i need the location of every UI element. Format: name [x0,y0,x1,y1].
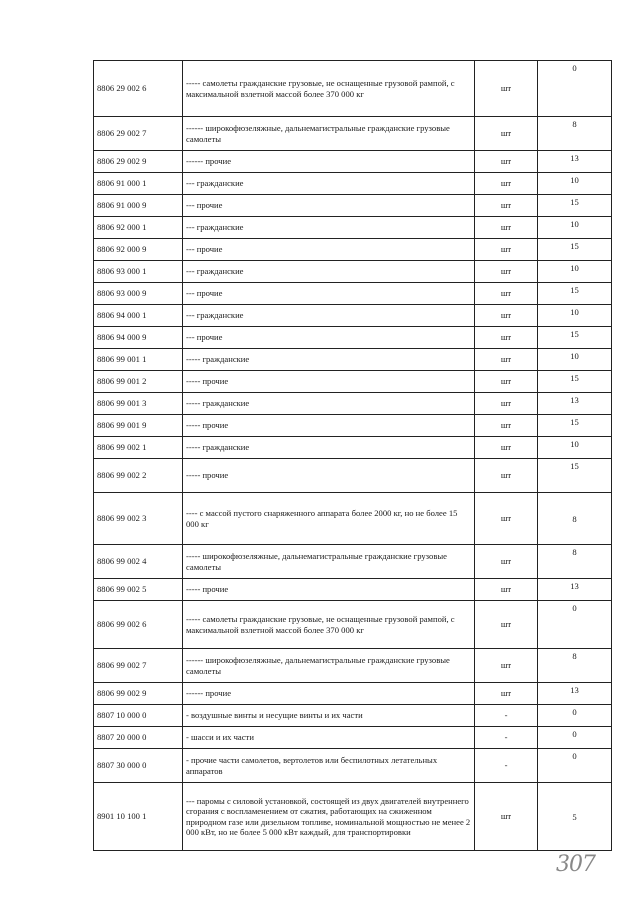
description-cell: ----- гражданские [183,437,475,459]
unit-cell: - [475,727,538,749]
rate-cell: 15 [538,327,612,349]
code-cell: 8806 93 000 9 [94,283,183,305]
description-cell: ------ широкофюзеляжные, дальнемагистральные гражданские грузовые самолеты [183,117,475,151]
table-row [94,305,612,327]
table-row [94,749,612,783]
rate-cell: 8 [538,493,612,545]
table-row [94,117,612,151]
table-row [94,437,612,459]
code-cell: 8806 29 002 9 [94,151,183,173]
rate-cell: 15 [538,195,612,217]
description-cell: ----- гражданские [183,393,475,415]
code-cell: 8806 91 000 1 [94,173,183,195]
unit-cell: шт [475,493,538,545]
rate-cell: 10 [538,173,612,195]
page-number: 307 [556,852,595,877]
code-cell: 8806 99 001 2 [94,371,183,393]
table-row [94,173,612,195]
code-cell: 8806 91 000 9 [94,195,183,217]
unit-cell: шт [475,283,538,305]
rate-cell: 13 [538,683,612,705]
table-row [94,705,612,727]
table-row [94,349,612,371]
unit-cell: шт [475,371,538,393]
unit-cell: шт [475,117,538,151]
description-cell: ----- самолеты гражданские грузовые, не оснащенные грузовой рампой, с максимальной взлетной массой более 370 000 кг [183,61,475,117]
unit-cell: шт [475,151,538,173]
code-cell: 8806 99 001 1 [94,349,183,371]
code-cell: 8806 94 000 1 [94,305,183,327]
description-cell: --- гражданские [183,261,475,283]
description-cell: --- прочие [183,327,475,349]
description-cell: --- гражданские [183,217,475,239]
code-cell: 8806 94 000 9 [94,327,183,349]
rate-cell: 15 [538,415,612,437]
rate-cell: 10 [538,261,612,283]
rate-cell: 13 [538,579,612,601]
code-cell: 8807 30 000 0 [94,749,183,783]
description-cell: - воздушные винты и несущие винты и их части [183,705,475,727]
description-cell: ----- прочие [183,459,475,493]
description-cell: - прочие части самолетов, вертолетов или беспилотных летательных аппаратов [183,749,475,783]
unit-cell: шт [475,195,538,217]
code-cell: 8806 29 002 7 [94,117,183,151]
unit-cell: шт [475,437,538,459]
code-cell: 8806 99 002 3 [94,493,183,545]
rate-cell: 10 [538,217,612,239]
rate-cell: 8 [538,649,612,683]
description-cell: --- прочие [183,283,475,305]
table-row [94,393,612,415]
code-cell: 8807 10 000 0 [94,705,183,727]
unit-cell: шт [475,579,538,601]
table-row [94,327,612,349]
description-cell: ------ прочие [183,683,475,705]
rate-cell: 10 [538,349,612,371]
table-row [94,261,612,283]
unit-cell: шт [475,305,538,327]
description-cell: ----- самолеты гражданские грузовые, не оснащенные грузовой рампой, с максимальной взлетной массой более 370 000 кг [183,601,475,649]
rate-cell: 0 [538,749,612,783]
unit-cell: шт [475,239,538,261]
rate-cell: 10 [538,437,612,459]
unit-cell: шт [475,327,538,349]
unit-cell: шт [475,459,538,493]
code-cell: 8806 99 001 9 [94,415,183,437]
description-cell: ----- прочие [183,415,475,437]
tariff-table [93,60,612,851]
code-cell: 8806 99 001 3 [94,393,183,415]
code-cell: 8806 99 002 1 [94,437,183,459]
code-cell: 8806 99 002 7 [94,649,183,683]
code-cell: 8806 99 002 9 [94,683,183,705]
description-cell: --- паромы с силовой установкой, состоящей из двух двигателей внутреннего сгорания с воспламенением от сжатия, работающих на сжиженном природном газе или дизельном топливе, номинальной мощностью не менее 2 000 кВт, но не более 5 000 кВт каждый, для транспортировки [183,783,475,851]
table-row [94,283,612,305]
code-cell: 8807 20 000 0 [94,727,183,749]
unit-cell: шт [475,783,538,851]
table-row [94,545,612,579]
unit-cell: шт [475,649,538,683]
code-cell: 8901 10 100 1 [94,783,183,851]
description-cell: --- прочие [183,195,475,217]
table-row [94,151,612,173]
rate-cell: 5 [538,783,612,851]
table-row [94,683,612,705]
description-cell: --- гражданские [183,173,475,195]
unit-cell: - [475,705,538,727]
unit-cell: шт [475,349,538,371]
rate-cell: 10 [538,305,612,327]
rate-cell: 0 [538,601,612,649]
unit-cell: шт [475,61,538,117]
table-row [94,579,612,601]
description-cell: ------ широкофюзеляжные, дальнемагистральные гражданские грузовые самолеты [183,649,475,683]
table-row [94,459,612,493]
description-cell: ----- гражданские [183,349,475,371]
rate-cell: 15 [538,371,612,393]
rate-cell: 15 [538,283,612,305]
table-row [94,783,612,851]
unit-cell: шт [475,173,538,195]
code-cell: 8806 93 000 1 [94,261,183,283]
unit-cell: шт [475,545,538,579]
code-cell: 8806 99 002 2 [94,459,183,493]
table-row [94,371,612,393]
rate-cell: 15 [538,239,612,261]
description-cell: ----- прочие [183,371,475,393]
rate-cell: 8 [538,117,612,151]
table-row [94,493,612,545]
rate-cell: 0 [538,705,612,727]
code-cell: 8806 92 000 9 [94,239,183,261]
code-cell: 8806 99 002 6 [94,601,183,649]
rate-cell: 0 [538,727,612,749]
unit-cell: шт [475,683,538,705]
table-row [94,61,612,117]
description-cell: ------ прочие [183,151,475,173]
unit-cell: шт [475,217,538,239]
rate-cell: 0 [538,61,612,117]
table-row [94,415,612,437]
code-cell: 8806 92 000 1 [94,217,183,239]
description-cell: - шасси и их части [183,727,475,749]
unit-cell: - [475,749,538,783]
unit-cell: шт [475,601,538,649]
description-cell: --- гражданские [183,305,475,327]
description-cell: ---- с массой пустого снаряженного аппарата более 2000 кг, но не более 15 000 кг [183,493,475,545]
rate-cell: 15 [538,459,612,493]
description-cell: ----- прочие [183,579,475,601]
description-cell: --- прочие [183,239,475,261]
table-row [94,601,612,649]
rate-cell: 8 [538,545,612,579]
unit-cell: шт [475,393,538,415]
description-cell: ----- широкофюзеляжные, дальнемагистральные гражданские грузовые самолеты [183,545,475,579]
table-row [94,649,612,683]
code-cell: 8806 99 002 5 [94,579,183,601]
code-cell: 8806 99 002 4 [94,545,183,579]
code-cell: 8806 29 002 6 [94,61,183,117]
rate-cell: 13 [538,151,612,173]
table-row [94,727,612,749]
table-row [94,239,612,261]
table-row [94,195,612,217]
table-row [94,217,612,239]
unit-cell: шт [475,415,538,437]
unit-cell: шт [475,261,538,283]
rate-cell: 13 [538,393,612,415]
